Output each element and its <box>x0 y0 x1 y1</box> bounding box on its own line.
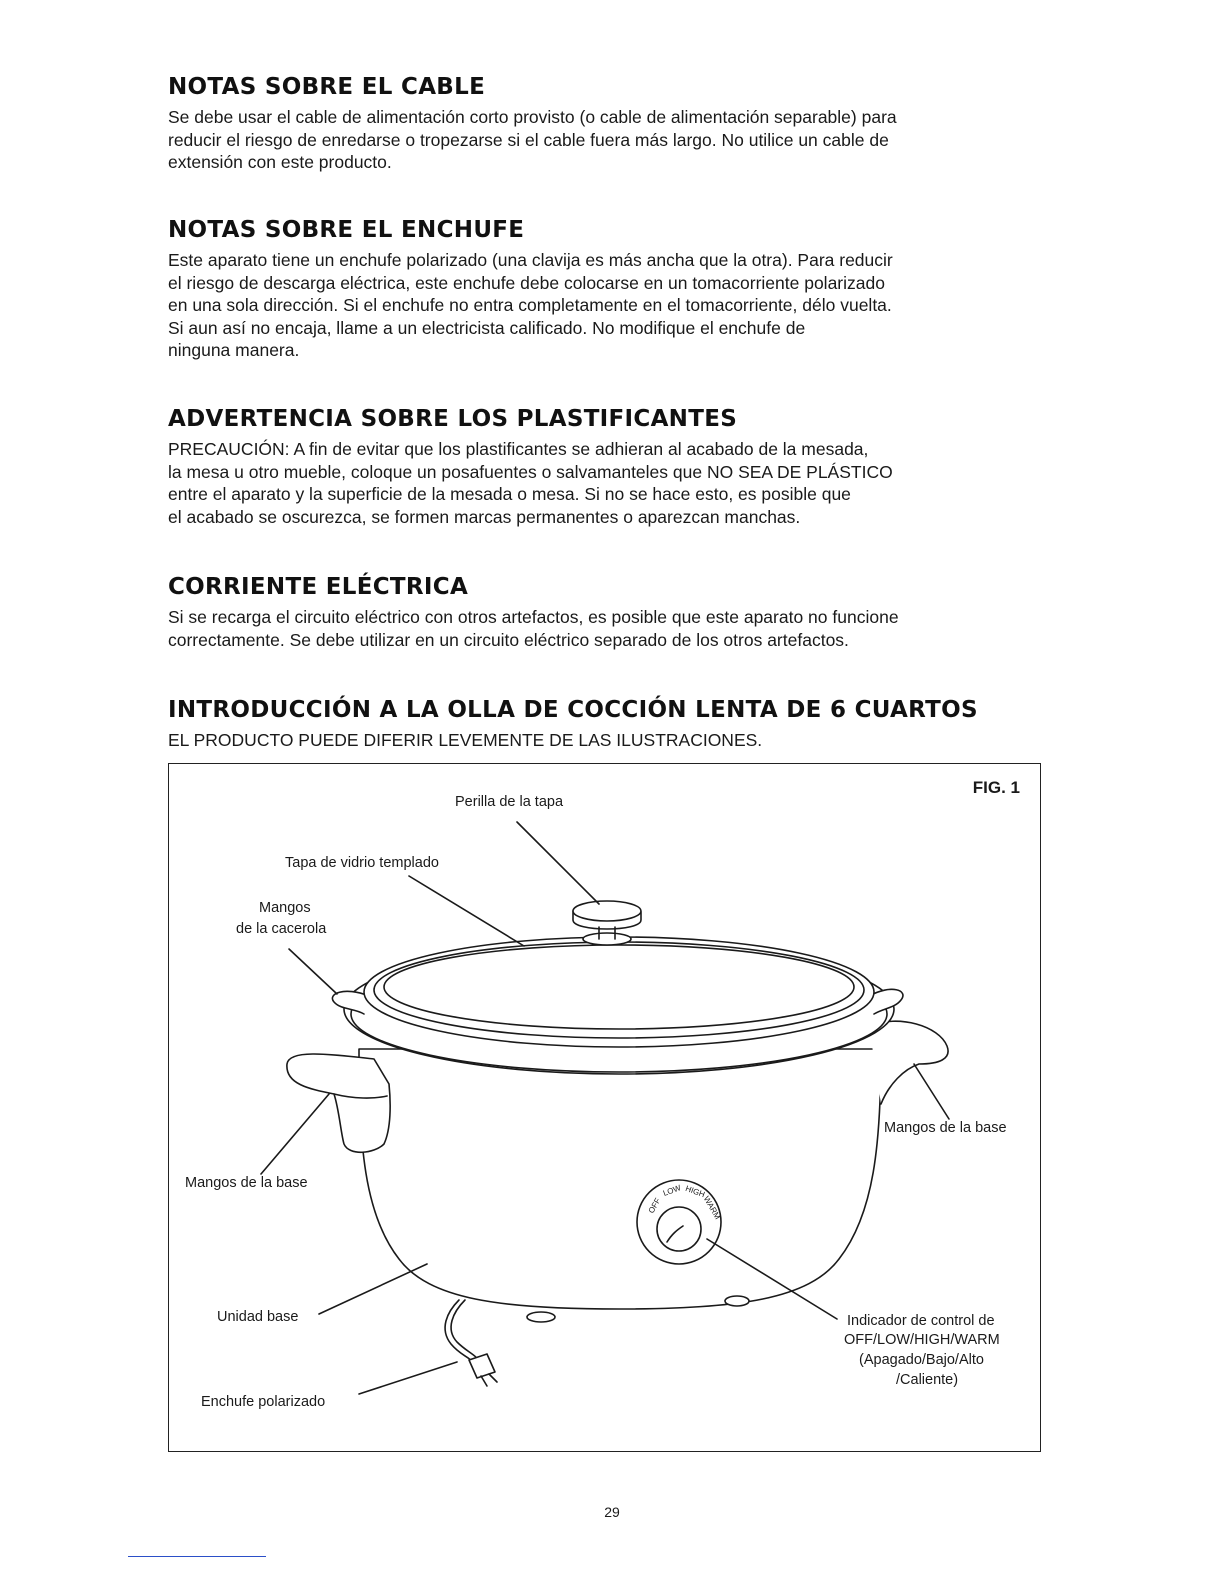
section-introduction <box>168 697 1048 752</box>
label-plug: Enchufe polarizado <box>201 1394 326 1410</box>
leader-pot-handles <box>289 949 337 994</box>
body-line: Si se recarga el circuito eléctrico con otros artefactos, es posible que este aparato no funcione <box>168 607 899 627</box>
label-pot-handles-1: Mangos <box>259 900 311 916</box>
leader-base-unit <box>319 1264 427 1314</box>
leader-lid-knob <box>517 822 599 904</box>
figure-number: FIG. 1 <box>972 778 1020 797</box>
section-heading: CORRIENTE ELÉCTRICA <box>168 574 469 600</box>
foot <box>725 1296 749 1306</box>
body-line: correctamente. Se debe utilizar en un circuito eléctrico separado de los otros artefactos. <box>168 629 849 650</box>
body-line: PRECAUCIÓN: A fin de evitar que los plastificantes se adhieran al acabado de la mesada, <box>168 439 869 459</box>
body-line: reducir el riesgo de enredarse o tropezarse si el cable fuera más largo. No utilice un cable de <box>168 129 889 150</box>
label-base-unit: Unidad base <box>217 1309 299 1325</box>
body-line: el riesgo de descarga eléctrica, este enchufe debe colocarse en un tomacorriente polarizado <box>168 272 885 293</box>
right-base-handle <box>869 1021 948 1104</box>
footer-rule <box>128 1556 266 1557</box>
label-control-3: (Apagado/Bajo/Alto <box>859 1352 984 1368</box>
label-glass-lid: Tapa de vidrio templado <box>285 855 439 871</box>
leader-plug <box>359 1362 457 1394</box>
leader-base-left <box>261 1094 329 1174</box>
polarized-plug <box>469 1354 495 1378</box>
body-line: extensión con este producto. <box>168 152 392 172</box>
label-lid-knob: Perilla de la tapa <box>455 794 564 810</box>
body-line: Este aparato tiene un enchufe polarizado (una clavija es más ancha que la otra). Para reducir <box>168 250 893 270</box>
section-body <box>168 729 1048 752</box>
section-plasticizer-warning <box>168 406 1048 528</box>
label-base-handles-left: Mangos de la base <box>185 1175 308 1191</box>
label-control-2: OFF/LOW/HIGH/WARM <box>844 1332 1000 1348</box>
glass-lid <box>364 937 874 1047</box>
leader-glass-lid <box>409 876 524 946</box>
label-control-1: Indicador de control de <box>847 1313 995 1329</box>
body-line: EL PRODUCTO PUEDE DIFERIR LEVEMENTE DE LAS ILUSTRACIONES. <box>168 730 763 750</box>
section-body <box>168 249 1048 362</box>
left-base-handle <box>287 1054 390 1152</box>
body-line: ninguna manera. <box>168 340 300 360</box>
label-control-4: /Caliente) <box>896 1372 959 1388</box>
dial-label-off: OFF <box>646 1196 663 1215</box>
section-body <box>168 438 1048 528</box>
body-line: el acabado se oscurezca, se formen marcas permanentes o aparezcan manchas. <box>168 506 801 527</box>
body-line: la mesa u otro mueble, coloque un posafuentes o salvamanteles que NO SEA DE PLÁSTICO <box>168 461 893 482</box>
slow-cooker-figure <box>168 763 1041 1452</box>
section-heading: ADVERTENCIA SOBRE LOS PLASTIFICANTES <box>168 406 738 432</box>
lid-knob-base <box>583 933 631 945</box>
section-heading: INTRODUCCIÓN A LA OLLA DE COCCIÓN LENTA DE 6 CUARTOS <box>168 697 978 723</box>
label-base-handles-right: Mangos de la base <box>884 1120 1007 1136</box>
body-line: entre el aparato y la superficie de la mesada o mesa. Si no se hace esto, es posible que <box>168 484 851 504</box>
section-electric-current <box>168 574 1048 651</box>
body-line: Si aun así no encaja, llame a un electricista calificado. No modifique el enchufe de <box>168 317 806 338</box>
label-pot-handles-2: de la cacerola <box>236 921 327 937</box>
dial-label-high: HIGH <box>684 1183 707 1200</box>
foot <box>527 1312 555 1322</box>
section-heading: NOTAS SOBRE EL ENCHUFE <box>168 217 525 243</box>
section-heading: NOTAS SOBRE EL CABLE <box>168 74 486 100</box>
section-plug-notes <box>168 217 1048 362</box>
base-unit-body <box>359 1049 881 1309</box>
power-cord <box>445 1300 474 1364</box>
section-cable-notes <box>168 74 1048 174</box>
section-body <box>168 106 1048 174</box>
section-body <box>168 606 1048 651</box>
body-line: en una sola dirección. Si el enchufe no entra completamente en el tomacorriente, délo vuelta. <box>168 295 892 315</box>
leader-base-right <box>914 1064 949 1119</box>
dial-label-low: LOW <box>661 1183 683 1198</box>
dial-label-warm: WARM <box>701 1194 723 1221</box>
body-line: Se debe usar el cable de alimentación corto provisto (o cable de alimentación separable) para <box>168 107 897 127</box>
page-number: 29 <box>604 1504 620 1520</box>
